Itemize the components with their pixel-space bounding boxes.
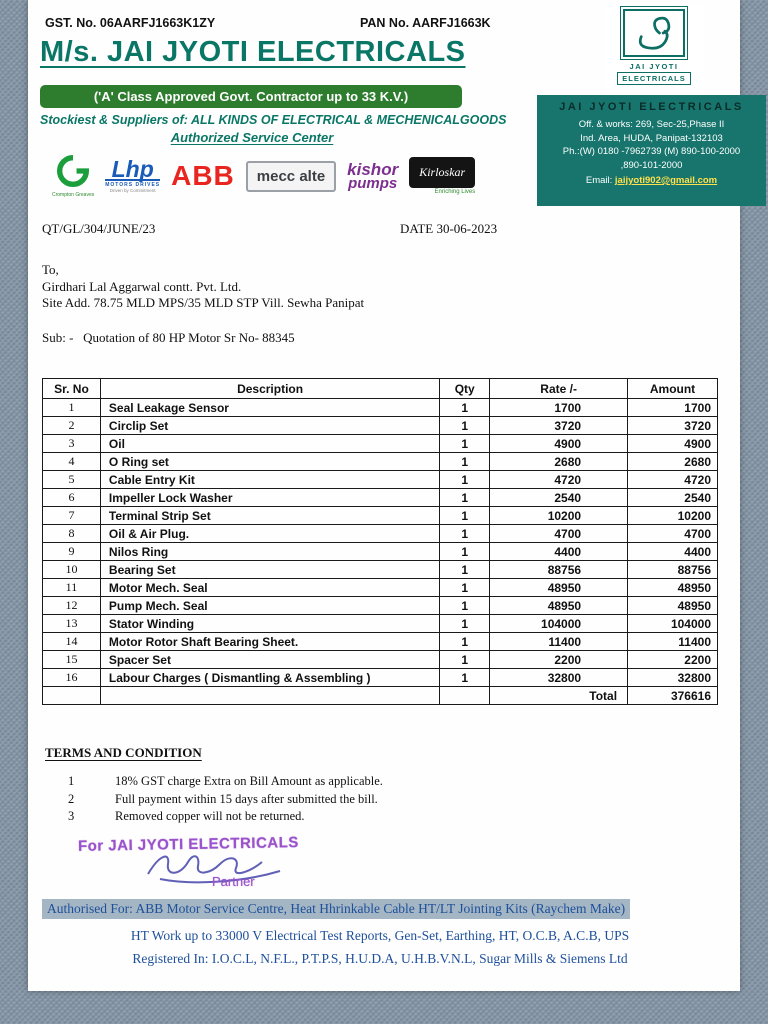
reference-date: DATE 30-06-2023 — [400, 221, 498, 236]
table-cell: 9 — [43, 543, 101, 561]
table-cell: O Ring set — [100, 453, 439, 471]
mecc-alte-logo: mecc alte — [246, 161, 336, 192]
table-cell: 104000 — [628, 615, 718, 633]
table-cell: 88756 — [490, 561, 628, 579]
table-cell: 10 — [43, 561, 101, 579]
table-cell: 1 — [440, 579, 490, 597]
contact-line: Ind. Area, HUDA, Panipat-132103 — [580, 132, 723, 144]
table-cell: 1700 — [628, 399, 718, 417]
swan-logo-icon — [631, 13, 677, 53]
table-cell: 4700 — [490, 525, 628, 543]
table-cell: 1700 — [490, 399, 628, 417]
table-cell: Motor Mech. Seal — [100, 579, 439, 597]
table-cell: 1 — [440, 399, 490, 417]
table-cell: 4400 — [628, 543, 718, 561]
table-row — [43, 525, 718, 543]
total-label: Total — [490, 687, 628, 705]
table-cell: 88756 — [628, 561, 718, 579]
table-cell: 1 — [440, 669, 490, 687]
table-cell: 2 — [43, 417, 101, 435]
stockiest-line: Stockiest & Suppliers of: ALL KINDS OF ELECTRICAL & MECHENICALGOODS — [40, 113, 507, 127]
table-cell: Oil — [100, 435, 439, 453]
table-cell: Circlip Set — [100, 417, 439, 435]
table-cell: 5 — [43, 471, 101, 489]
term-number: 2 — [68, 791, 75, 806]
table-cell: Bearing Set — [100, 561, 439, 579]
terms-title: TERMS AND CONDITION — [45, 745, 202, 760]
contact-email-line — [537, 175, 766, 186]
table-cell: 4400 — [490, 543, 628, 561]
quotation-table — [42, 378, 718, 705]
table-cell: 3720 — [490, 417, 628, 435]
table-cell: Spacer Set — [100, 651, 439, 669]
kirloskar-logo — [409, 157, 475, 195]
term-number: 1 — [68, 774, 75, 788]
table-row — [43, 453, 718, 471]
table-row — [43, 543, 718, 561]
table-row — [43, 597, 718, 615]
table-cell: 48950 — [628, 579, 718, 597]
table-cell: 13 — [43, 615, 101, 633]
table-cell: 1 — [440, 597, 490, 615]
lhp-tagline: Driven by Commitment — [109, 188, 156, 194]
term-item — [42, 809, 642, 827]
term-text: Removed copper will not be returned. — [115, 809, 305, 823]
table-cell: 1 — [440, 651, 490, 669]
table-cell: Motor Rotor Shaft Bearing Sheet. — [100, 633, 439, 651]
empty-cell — [43, 687, 101, 705]
table-cell: Nilos Ring — [100, 543, 439, 561]
reference-number: QT/GL/304/JUNE/23 — [42, 221, 156, 236]
table-cell: 32800 — [628, 669, 718, 687]
table-cell: 10200 — [628, 507, 718, 525]
table-cell: 1 — [440, 417, 490, 435]
term-text: Full payment within 15 days after submitted the bill. — [115, 791, 378, 806]
table-cell: 11400 — [628, 633, 718, 651]
kishor-pumps-logo — [347, 159, 399, 192]
table-cell: 1 — [440, 489, 490, 507]
footer-ht-work-line: HT Work up to 33000 V Electrical Test Reports, Gen-Set, Earthing, HT, O.C.B, A.C.B, UPS — [130, 928, 630, 943]
abb-logo: ABB — [171, 160, 235, 191]
gst-number: GST. No. 06AARFJ1663K1ZY — [45, 16, 216, 30]
table-cell: 3 — [43, 435, 101, 453]
header-description: Description — [100, 379, 439, 399]
table-cell: 16 — [43, 669, 101, 687]
kirloskar-wordmark: Kirloskar — [409, 157, 475, 188]
email-address: jaijyoti902@gmail.com — [614, 175, 718, 186]
contact-title: JAI JYOTI ELECTRICALS — [559, 101, 744, 113]
table-row — [43, 417, 718, 435]
table-cell: 11400 — [490, 633, 628, 651]
table-cell: 4 — [43, 453, 101, 471]
table-row — [43, 435, 718, 453]
crompton-greaves-logo — [52, 155, 94, 198]
table-cell: 48950 — [628, 597, 718, 615]
table-cell: 1 — [440, 435, 490, 453]
table-row — [43, 651, 718, 669]
table-header — [43, 379, 718, 399]
table-row — [43, 471, 718, 489]
table-cell: Impeller Lock Washer — [100, 489, 439, 507]
table-cell: 6 — [43, 489, 101, 507]
table-cell: Pump Mech. Seal — [100, 597, 439, 615]
table-cell: 1 — [440, 543, 490, 561]
table-cell: 2680 — [628, 453, 718, 471]
table-cell: 4720 — [628, 471, 718, 489]
subject-line: Sub: - Quotation of 80 HP Motor Sr No- 88345 — [42, 330, 295, 345]
table-cell: Terminal Strip Set — [100, 507, 439, 525]
term-item — [42, 774, 642, 792]
company-name: M/s. JAI JYOTI ELECTRICALS — [40, 36, 466, 68]
recipient-address: Site Add. 78.75 MLD MPS/35 MLD STP Vill. Sewha Panipat — [42, 295, 365, 310]
table-cell: 32800 — [490, 669, 628, 687]
table-cell: 48950 — [490, 579, 628, 597]
table-total-row — [43, 687, 718, 705]
table-cell: Seal Leakage Sensor — [100, 399, 439, 417]
table-cell: 1 — [440, 633, 490, 651]
contact-line: ,890-101-2000 — [620, 159, 683, 171]
emblem-line2: ELECTRICALS — [617, 72, 691, 85]
table-row — [43, 489, 718, 507]
table-cell: 3720 — [628, 417, 718, 435]
table-cell: 2540 — [490, 489, 628, 507]
crompton-caption: Crompton Greaves — [52, 191, 95, 198]
table-cell: 1 — [440, 507, 490, 525]
emblem-line1: JAI JYOTI — [629, 62, 679, 71]
table-cell: 15 — [43, 651, 101, 669]
table-cell: 10200 — [490, 507, 628, 525]
table-cell: 8 — [43, 525, 101, 543]
table-cell: Oil & Air Plug. — [100, 525, 439, 543]
kishor-pumps-word: pumps — [348, 174, 398, 192]
table-cell: 1 — [440, 471, 490, 489]
table-cell: 1 — [43, 399, 101, 417]
table-cell: 104000 — [490, 615, 628, 633]
table-cell: Cable Entry Kit — [100, 471, 439, 489]
stamp-for-line: For JAI JYOTI ELECTRICALS — [77, 834, 299, 855]
table-cell: 2200 — [628, 651, 718, 669]
term-text: 18% GST charge Extra on Bill Amount as applicable. — [115, 774, 383, 788]
table-row — [43, 579, 718, 597]
term-number: 3 — [68, 809, 75, 823]
header-amount: Amount — [628, 379, 718, 399]
table-row — [43, 399, 718, 417]
kirloskar-tagline: Enriching Lives — [434, 189, 476, 195]
pan-number: PAN No. AARFJ1663K — [360, 16, 491, 30]
quote-table-body — [43, 399, 718, 687]
lhp-subtitle: MOTORS DRIVES — [105, 182, 161, 189]
table-cell: 1 — [440, 615, 490, 633]
recipient-name: Girdhari Lal Aggarwal contt. Pvt. Ltd. — [42, 278, 242, 294]
table-cell: 2200 — [490, 651, 628, 669]
contact-box — [537, 95, 766, 206]
table-row — [43, 561, 718, 579]
brand-logos-row — [52, 149, 527, 203]
authorized-service-center: Authorized Service Center — [170, 130, 334, 145]
table-cell: 14 — [43, 633, 101, 651]
table-cell: 4900 — [490, 435, 628, 453]
empty-cell — [440, 687, 490, 705]
table-cell: 4700 — [628, 525, 718, 543]
emblem-frame — [623, 9, 685, 57]
total-value: 376616 — [628, 687, 718, 705]
table-row — [43, 615, 718, 633]
term-item — [42, 792, 642, 810]
approval-banner: ('A' Class Approved Govt. Contractor up to 33 K.V.) — [40, 85, 462, 108]
lhp-wordmark: Lhp — [105, 159, 160, 182]
table-row — [43, 669, 718, 687]
lhp-logo — [105, 155, 161, 194]
contact-address-lines — [537, 118, 766, 172]
header-qty: Qty — [440, 379, 490, 399]
email-label: Email: — [585, 175, 613, 186]
table-cell: 1 — [440, 525, 490, 543]
table-row — [43, 633, 718, 651]
table-cell: Stator Winding — [100, 615, 439, 633]
table-cell: 7 — [43, 507, 101, 525]
contact-line: Off. & works: 269, Sec-25,Phase II — [578, 119, 725, 130]
header-sr-no: Sr. No — [43, 379, 101, 399]
table-row — [43, 507, 718, 525]
table-cell: 1 — [440, 453, 490, 471]
table-cell: 12 — [43, 597, 101, 615]
company-emblem — [604, 6, 704, 94]
kishor-wordmark: kishor — [347, 159, 399, 179]
quote-table-footer — [43, 687, 718, 705]
table-cell: 48950 — [490, 597, 628, 615]
header-rate: Rate /- — [490, 379, 628, 399]
footer-authorised-line: Authorised For: ABB Motor Service Centre, Heat Hhrinkable Cable HT/LT Jointing Kits (Raychem Make) — [42, 899, 630, 919]
contact-line: Ph.:(W) 0180 -7962739 (M) 890-100-2000 — [562, 146, 741, 157]
terms-list — [42, 774, 642, 827]
footer-registered-line: Registered In: I.O.C.L, N.F.L., P.T.P.S, H.U.D.A, U.H.B.V.N.L, Sugar Mills & Siemens Ltd — [132, 951, 628, 966]
stamp-designation: Partner — [212, 874, 255, 889]
table-cell: 4720 — [490, 471, 628, 489]
table-cell: 2680 — [490, 453, 628, 471]
table-cell: 4900 — [628, 435, 718, 453]
table-cell: 1 — [440, 561, 490, 579]
crompton-g-icon — [57, 155, 89, 187]
recipient-block — [42, 262, 364, 312]
table-cell: 11 — [43, 579, 101, 597]
table-cell: Labour Charges ( Dismantling & Assembling ) — [100, 669, 439, 687]
recipient-salutation: To, — [42, 262, 59, 277]
empty-cell — [100, 687, 439, 705]
table-cell: 2540 — [628, 489, 718, 507]
